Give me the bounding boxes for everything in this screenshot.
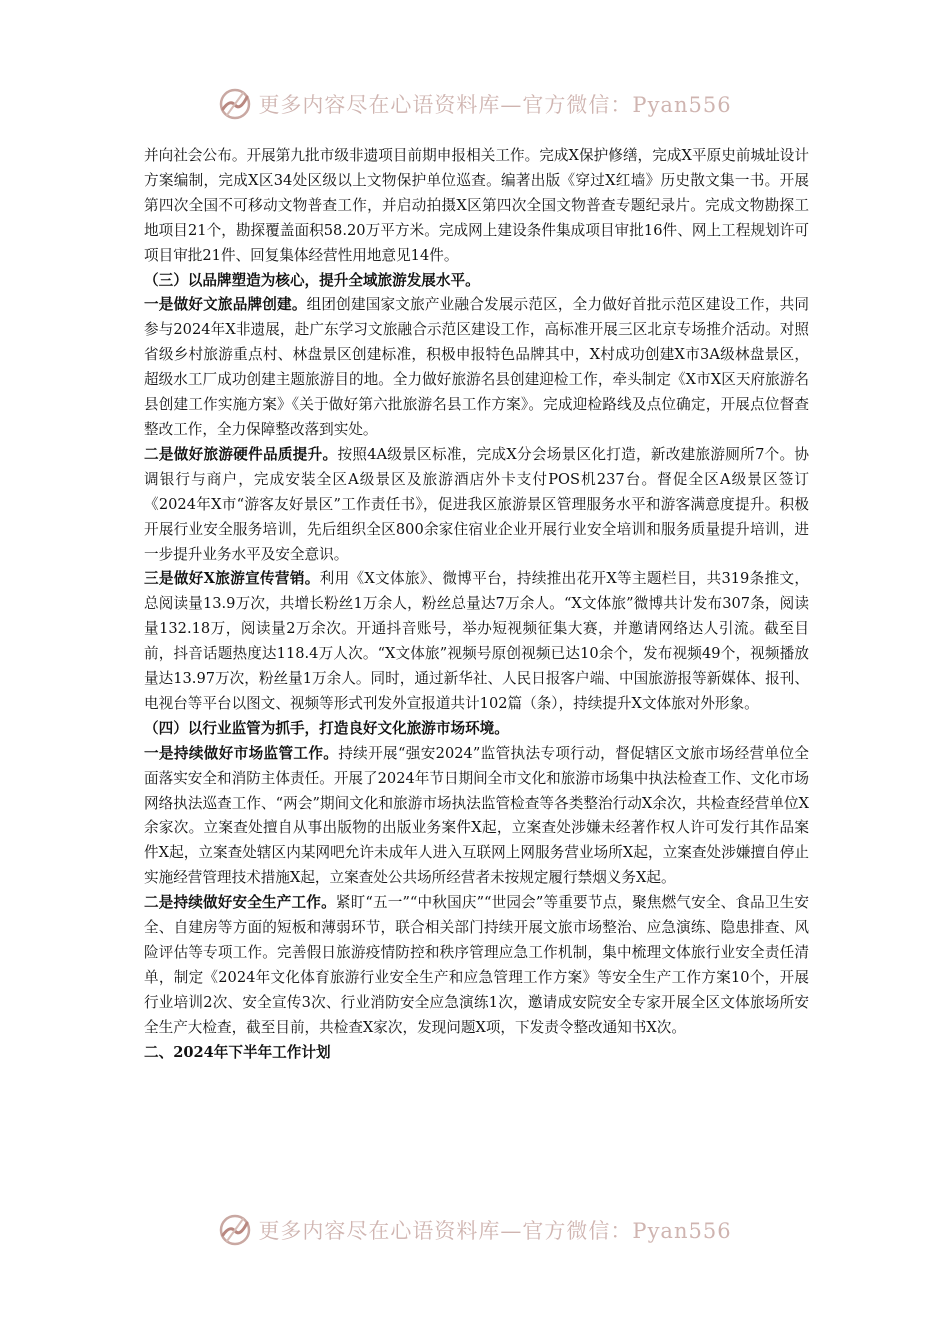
paragraph-text: 利用《X文体旅》、微博平台，持续推出花开X等主题栏目，共319条推文，总阅读量13.9万次，共增长粉丝1万余人，粉丝总量达7万余人。“X文体旅”微博共计发布307条，阅读量132.18万，阅读量2万余次。开通抖音账号，举办短视频征集大赛，并邀请网络达人引流。截至目前，抖音话题热度达118.4万人次。“X文体旅”视频号原创视频已达10余个，发布视频49个，视频播放量达13.97万次，粉丝量1万余人。同时，通过新华社、人民日报客户端、中国旅游报等新媒体、报刊、电视台等平台以图文、视频等形式刊发外宣报道共计102篇（条），持续提升X文体旅对外形象。 bbox=[144, 570, 809, 712]
paragraph bbox=[144, 443, 809, 568]
paragraph-text: 紧盯“五一”“中秋国庆”“世园会”等重要节点，聚焦燃气安全、食品卫生安全、自建房等方面的短板和薄弱环节，联合相关部门持续开展文旅市场整治、应急演练、隐患排查、风险评估等专项工作。完善假日旅游疫情防控和秩序管理应急工作机制，集中梳理文体旅行业安全责任清单，制定《2024年文化体育旅游行业安全生产和应急管理工作方案》等安全生产工作方案10个，开展行业培训2次、安全宣传3次、行业消防安全应急演练1次，邀请成安院安全专家开展全区文体旅场所安全生产大检查，截至目前，共检查X家次，发现问题X项，下发责令整改通知书X次。 bbox=[144, 894, 809, 1036]
wave-logo-icon bbox=[218, 1213, 252, 1247]
header-banner bbox=[0, 84, 950, 124]
paragraph bbox=[144, 567, 809, 716]
paragraph bbox=[144, 144, 809, 269]
paragraph bbox=[144, 293, 809, 442]
paragraph-lead: 三是做好X旅游宣传营销。 bbox=[144, 570, 320, 588]
paragraph-lead: 二是持续做好安全生产工作。 bbox=[144, 894, 336, 912]
paragraph-lead: 一是持续做好市场监管工作。 bbox=[144, 744, 339, 762]
paragraph-lead: 一是做好文旅品牌创建。 bbox=[144, 296, 307, 314]
wave-logo-icon bbox=[218, 87, 252, 121]
paragraph bbox=[144, 891, 809, 1040]
banner-text: 更多内容尽在心语资料库—官方微信：Pyan556 bbox=[258, 93, 732, 117]
paragraph-text: 按照4A级景区标准，完成X分会场景区化打造，新改建旅游厕所7个。协调银行与商户，完成安装全区A级景区及旅游酒店外卡支付POS机237台。督促全区A级景区签订《2024年X市“游客友好景区”工作责任书》，促进我区旅游景区管理服务水平和游客满意度提升。积极开展行业安全服务培训，先后组织全区800余家住宿业企业开展行业安全培训和服务质量提升培训，进一步提升业务水平及安全意识。 bbox=[144, 445, 809, 563]
paragraph-lead: 二是做好旅游硬件品质提升。 bbox=[144, 445, 338, 463]
section-heading: （三）以品牌塑造为核心，提升全域旅游发展水平。 bbox=[144, 271, 480, 289]
banner-text: 更多内容尽在心语资料库—官方微信：Pyan556 bbox=[258, 1219, 732, 1243]
paragraph-text: 并向社会公布。开展第九批市级非遗项目前期申报相关工作。完成X保护修缮，完成X平原史前城址设计方案编制，完成X区34处区级以上文物保护单位巡查。编著出版《穿过X红墙》历史散文集一书。开展第四次全国不可移动文物普查工作，并启动拍摄X区第四次全国文物普查专题纪录片。完成文物勘探工地项目21个，勘探覆盖面积58.20万平方米。完成网上建设条件集成项目审批16件、网上工程规划许可项目审批21件、回复集体经营性用地意见14件。 bbox=[144, 147, 809, 264]
section-heading: 二、2024年下半年工作计划 bbox=[144, 1043, 331, 1061]
footer-banner bbox=[0, 1210, 950, 1250]
document-body bbox=[144, 144, 809, 1066]
paragraph-text: 组团创建国家文旅产业融合发展示范区，全力做好首批示范区建设工作，共同参与2024年X非遗展，赴广东学习文旅融合示范区建设工作，高标准开展三区北京专场推介活动。对照省级乡村旅游重点村、林盘景区创建标准，积极申报特色品牌其中，X村成功创建X市3A级林盘景区，超级水工厂成功创建主题旅游目的地。全力做好旅游名县创建迎检工作，牵头制定《X市X区天府旅游名县创建工作实施方案》《关于做好第六批旅游名县工作方案》。完成迎检路线及点位确定，开展点位督查整改工作，全力保障整改落到实处。 bbox=[144, 296, 809, 438]
section-heading: （四）以行业监管为抓手，打造良好文化旅游市场环境。 bbox=[144, 719, 509, 737]
paragraph-text: 持续开展“强安2024”监管执法专项行动，督促辖区文旅市场经营单位全面落实安全和消防主体责任。开展了2024年节日期间全市文化和旅游市场集中执法检查工作、文化市场网络执法巡查工作、“两会”期间文化和旅游市场执法监管检查等各类整治行动X余次，共检查经营单位X余家次。立案查处擅自从事出版物的出版业务案件X起，立案查处涉嫌未经著作权人许可发行其作品案件X起，立案查处辖区内某网吧允许未成年人进入互联网上网服务营业场所X起，立案查处涉嫌擅自停止实施经营管理技术措施X起，立案查处公共场所经营者未按规定履行禁烟义务X起。 bbox=[144, 744, 809, 887]
paragraph bbox=[144, 742, 809, 891]
